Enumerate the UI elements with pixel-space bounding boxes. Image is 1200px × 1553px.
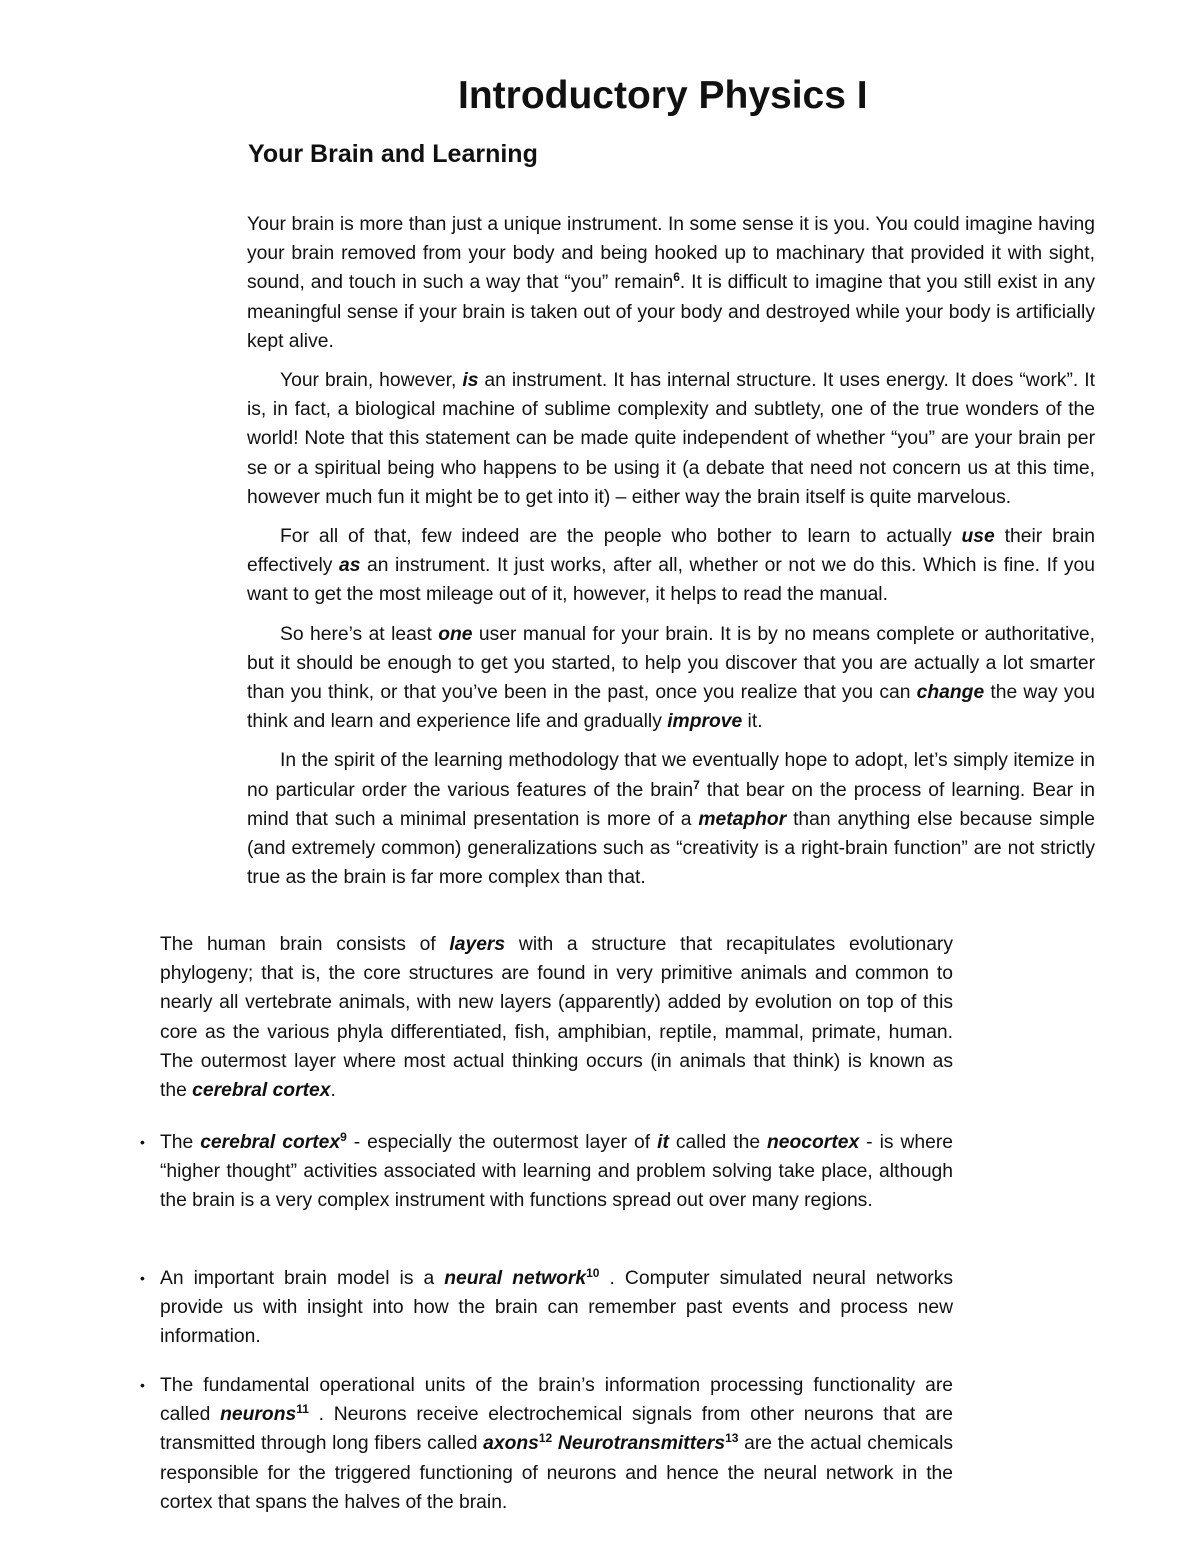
emphasis-one: one xyxy=(438,623,473,645)
brain-features-list-3 xyxy=(140,1371,953,1517)
emphasis-neural-network: neural network xyxy=(444,1268,587,1289)
paragraph-3 xyxy=(247,522,1095,610)
emphasis-layers: layers xyxy=(449,934,506,955)
footnote-ref-13: 13 xyxy=(725,1431,739,1446)
footnote-ref-7: 7 xyxy=(693,777,700,792)
emphasis-cerebral-cortex-2: cerebral cortex xyxy=(200,1132,341,1153)
footnote-ref-6: 6 xyxy=(673,270,680,285)
emphasis-is: is xyxy=(462,370,479,392)
paragraph-3-text-a: For all of that, few indeed are the people who bother to learn to actually xyxy=(280,526,962,548)
bullet-2-text-b: . Computer simulated neural networks provide us with insight into how the brain can remember past events and process new information. xyxy=(160,1268,953,1348)
emphasis-use: use xyxy=(961,526,995,548)
paragraph-4-text-d: it. xyxy=(742,711,763,733)
paragraph-1 xyxy=(247,210,1095,356)
layers-text-a: The human brain consists of xyxy=(160,934,450,955)
list-item xyxy=(140,1128,953,1216)
paragraph-2-text-b: an instrument. It has internal structure. It uses energy. It does “work”. It is, in fact, a biological machine of sublime complexity and subtlety, one of the true wonders of the world! Note that this statement can be made quite independent of whether “you” are your brain per se or a spiritual being who happens to be using it (a debate that need not concern us at this time, however much fun it might be to get into it) – either way the brain itself is quite marvelous. xyxy=(247,370,1095,508)
layers-paragraph xyxy=(160,930,953,1105)
paragraph-2-text-a: Your brain, however, xyxy=(280,370,463,392)
layers-text-c: . xyxy=(330,1080,336,1102)
footnote-ref-12: 12 xyxy=(538,1431,553,1446)
emphasis-improve: improve xyxy=(667,711,743,733)
paragraph-4-text-a: So here’s at least xyxy=(280,623,439,645)
emphasis-neurotransmitters: Neurotransmitters xyxy=(557,1433,726,1455)
emphasis-cerebral-cortex: cerebral cortex xyxy=(192,1080,331,1102)
emphasis-neocortex: neocortex xyxy=(767,1132,860,1153)
paragraph-1-tail: . It is difficult to imagine that you still exist in any meaningful sense if your brain is taken out of your body and destroyed while your body is artificially kept alive. xyxy=(247,272,1095,352)
emphasis-change: change xyxy=(916,682,985,704)
brain-features-list-2 xyxy=(140,1264,953,1352)
footnote-ref-11: 11 xyxy=(296,1402,309,1417)
bullet-1-text-d: - is where “higher thought” activities associated with learning and problem solving take place, although the brain is a very complex instrument with functions spread out over many regions. xyxy=(160,1132,953,1212)
bullet-2-text-a: An important brain model is a xyxy=(160,1268,445,1289)
section-heading: Your Brain and Learning xyxy=(248,140,538,168)
brain-features-list xyxy=(140,1128,953,1216)
list-item xyxy=(140,1264,953,1352)
bullet-1-text-b: - especially the outermost layer of xyxy=(346,1132,658,1153)
paragraph-4 xyxy=(247,620,1095,737)
bullet-marker: • xyxy=(140,1377,145,1393)
emphasis-as: as xyxy=(338,555,361,577)
footnote-ref-9: 9 xyxy=(340,1130,347,1144)
paragraph-3-text-c: an instrument. It just works, after all, whether or not we do this. Which is fine. If you want to get the most mileage out of it, however, it helps to read the manual. xyxy=(247,555,1095,606)
layers-text xyxy=(160,930,953,1105)
bullet-3-text-d: are the actual chemicals responsible for the triggered functioning of neurons and hence the neural network in the cortex that spans the halves of the brain. xyxy=(160,1433,953,1513)
list-item xyxy=(140,1371,953,1517)
paragraph-4-text-b: user manual for your brain. It is by no means complete or authoritative, but it should be enough to get you started, to help you discover that you are actually a lot smarter than you think, or that you’ve been in the past, once you realize that you can xyxy=(247,623,1095,704)
bullet-3-text-a: The fundamental operational units of the brain’s information processing functionality are called xyxy=(160,1375,953,1426)
paragraph-1-text: Your brain is more than just a unique instrument. In some sense it is you. You could imagine having your brain removed from your body and being hooked up to machinary that provided it with sight, sound, and touch in such a way that “you” remain xyxy=(247,214,1095,294)
bullet-3-text-b: . Neurons receive electrochemical signals from other neurons that are transmitted through long fibers called xyxy=(160,1404,953,1455)
paragraph-3-text-b: their brain effectively xyxy=(247,526,1095,577)
intro-text xyxy=(247,210,1095,902)
emphasis-metaphor: metaphor xyxy=(698,808,787,830)
bullet-1-text-a: The xyxy=(160,1132,201,1153)
paragraph-5-text-a: In the spirit of the learning methodology that we eventually hope to adopt, let’s simply itemize in no particular order the various features of the brain xyxy=(247,750,1095,801)
paragraph-5 xyxy=(247,746,1095,892)
paragraph-4-text-c: the way you think and learn and experience life and gradually xyxy=(247,682,1096,733)
footnote-ref-10: 10 xyxy=(586,1266,600,1280)
emphasis-neurons: neurons xyxy=(220,1404,297,1426)
layers-text-b: with a structure that recapitulates evolutionary phylogeny; that is, the core structures are found in very primitive animals and common to nearly all vertebrate animals, with new layers (apparently) added by evolution on top of this core as the various phyla differentiated, fish, amphibian, reptile, mammal, primate, human. The outermost layer where most actual thinking occurs (in animals that think) is known as the xyxy=(160,934,953,1102)
bullet-marker: • xyxy=(140,1134,145,1150)
paragraph-2 xyxy=(247,366,1095,512)
paragraph-5-text-b: that bear on the process of learning. Bear in mind that such a minimal presentation is more of a xyxy=(247,779,1096,830)
emphasis-it: it xyxy=(657,1132,669,1153)
paragraph-5-text-c: than anything else because simple (and extremely common) generalizations such as “creativity is a right-brain function” are not strictly true as the brain is far more complex than that. xyxy=(247,808,1095,889)
bullet-1-text-c: called the xyxy=(668,1132,768,1153)
emphasis-axons: axons xyxy=(483,1433,539,1455)
page-title: Introductory Physics I xyxy=(458,74,868,117)
bullet-marker: • xyxy=(140,1270,145,1286)
